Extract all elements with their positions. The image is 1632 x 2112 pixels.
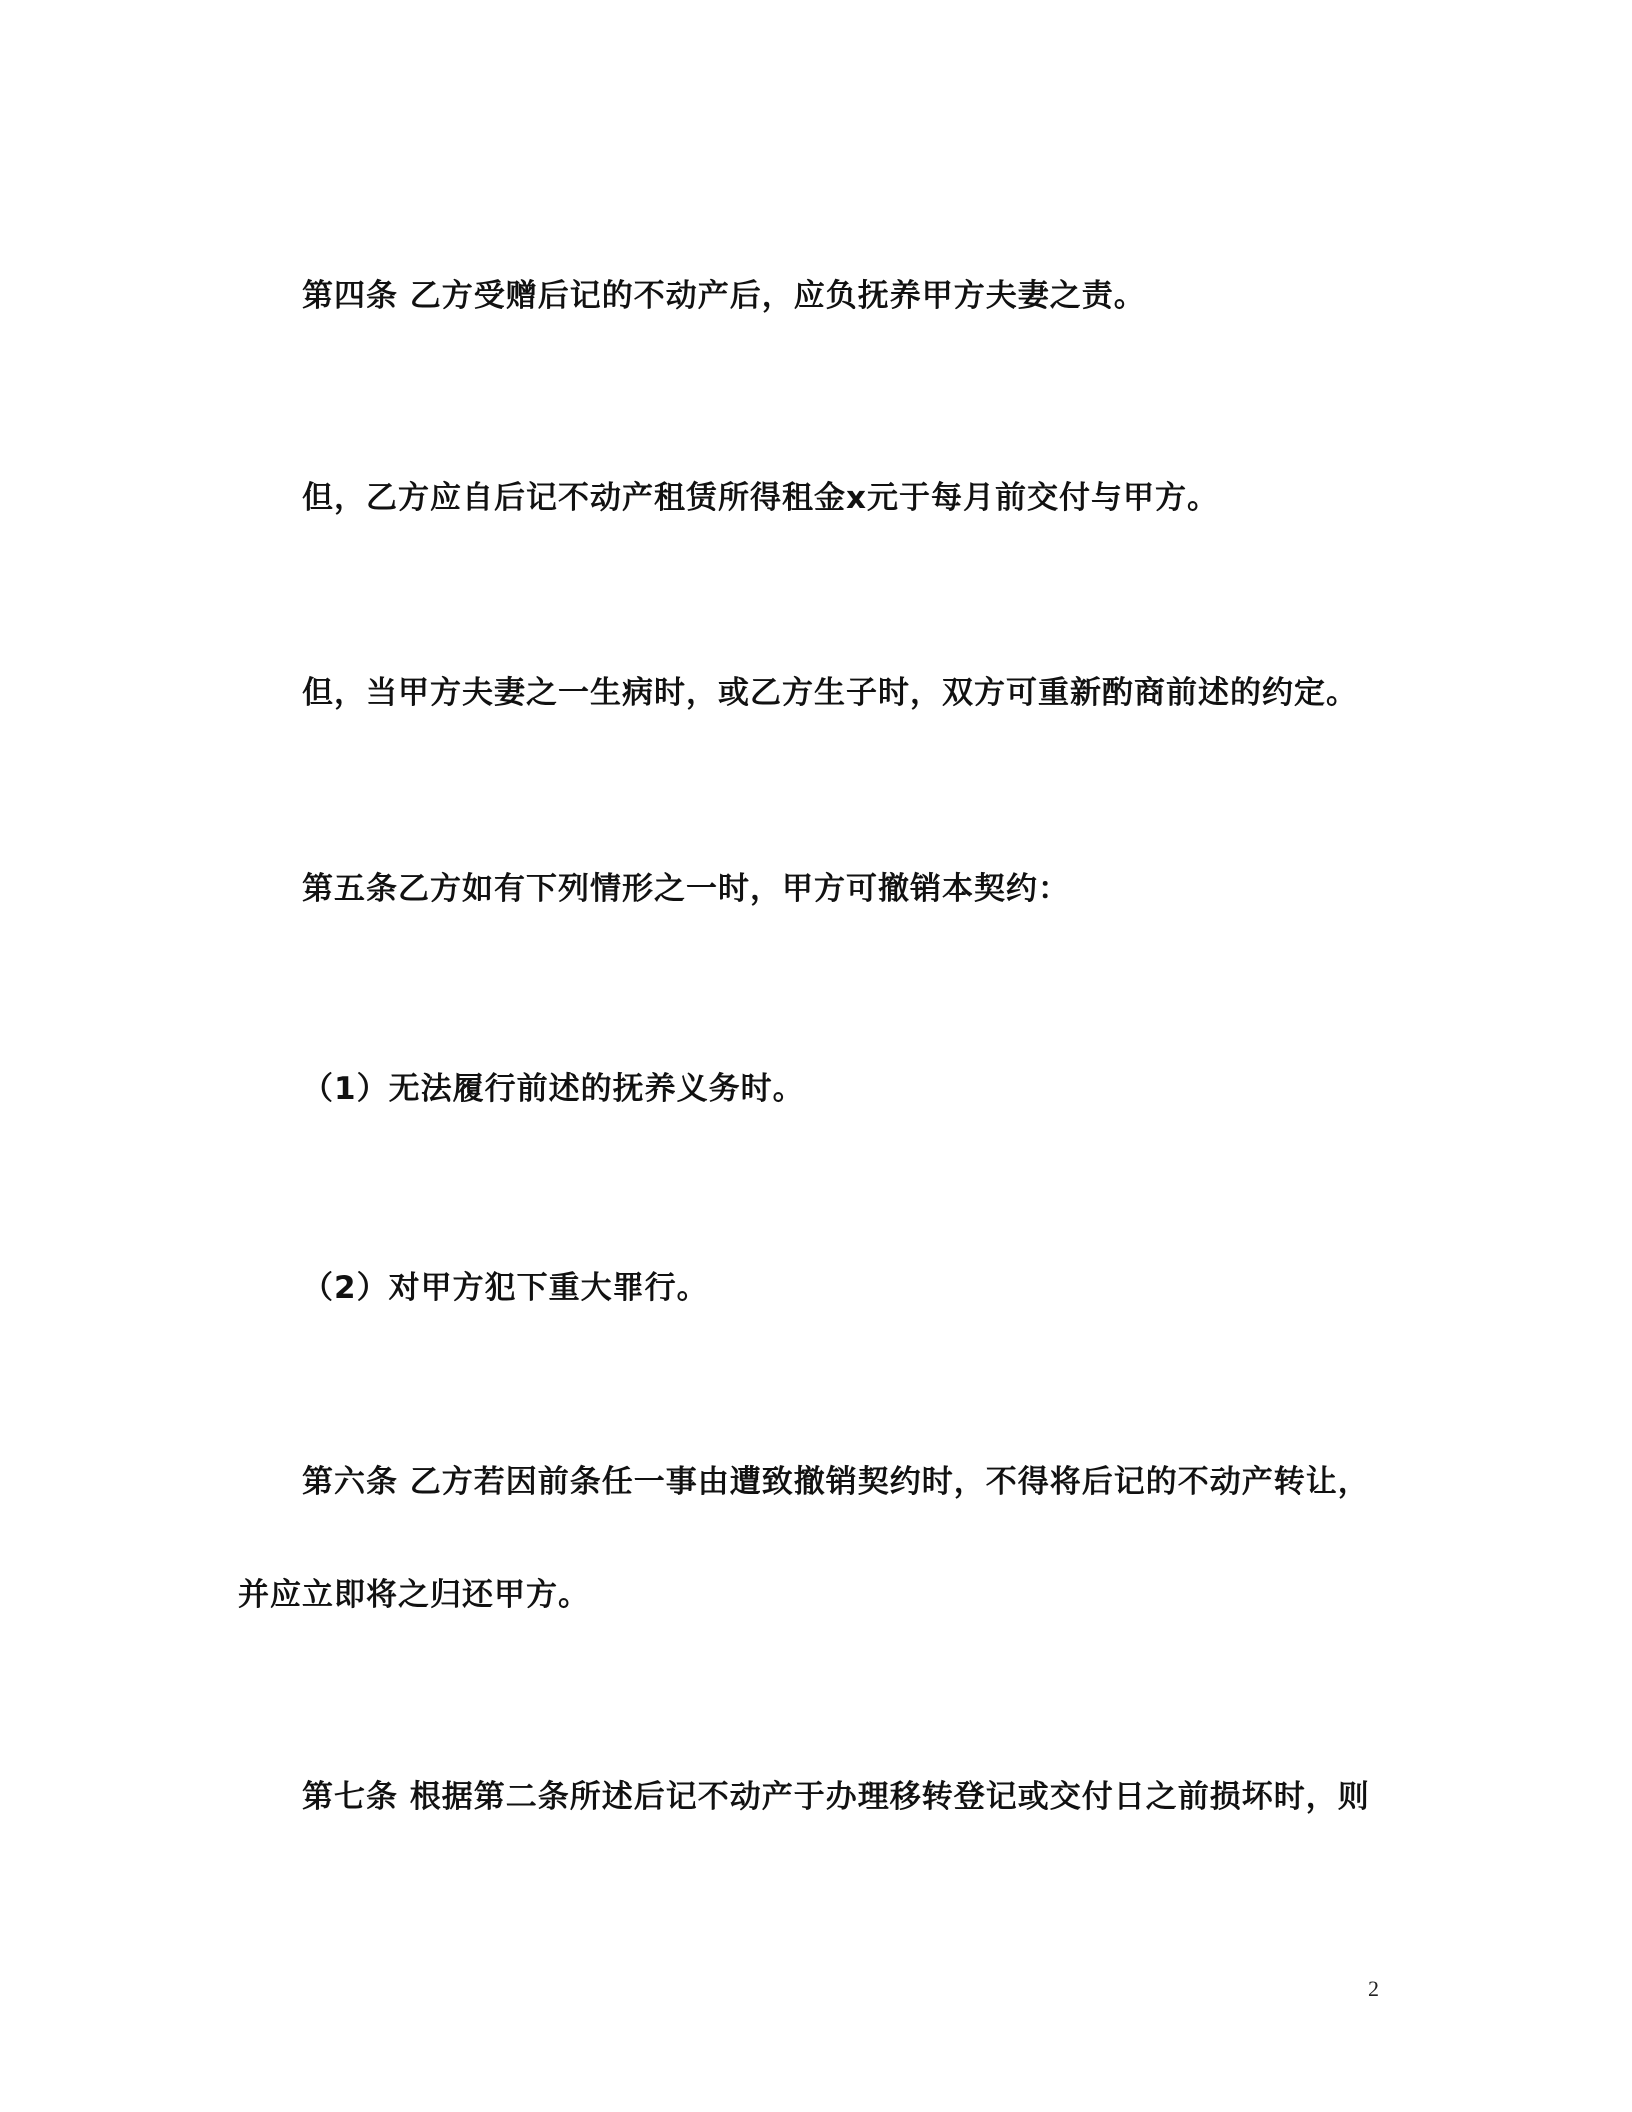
article-7-paragraph: 第七条 根据第二条所述后记不动产于办理移转登记或交付日之前损坏时，则 [302, 1779, 1370, 1815]
article-5-item-2: （2）对甲方犯下重大罪行。 [302, 1270, 709, 1306]
page-number: 2 [1368, 1976, 1379, 2001]
article-6-paragraph: 第六条 乙方若因前条任一事由遭致撤销契约时，不得将后记的不动产转让， [302, 1464, 1370, 1500]
article-4-paragraph: 第四条 乙方受赠后记的不动产后，应负抚养甲方夫妻之责。 [302, 278, 1146, 314]
renegotiation-paragraph: 但，当甲方夫妻之一生病时，或乙方生子时，双方可重新酌商前述的约定。 [302, 675, 1358, 711]
article-5-paragraph: 第五条乙方如有下列情形之一时，甲方可撤销本契约： [302, 871, 1070, 907]
article-5-item-1: （1）无法履行前述的抚养义务时。 [302, 1071, 805, 1107]
article-6-continuation: 并应立即将之归还甲方。 [238, 1577, 590, 1613]
rent-payment-paragraph: 但，乙方应自后记不动产租赁所得租金x元于每月前交付与甲方。 [302, 480, 1219, 516]
